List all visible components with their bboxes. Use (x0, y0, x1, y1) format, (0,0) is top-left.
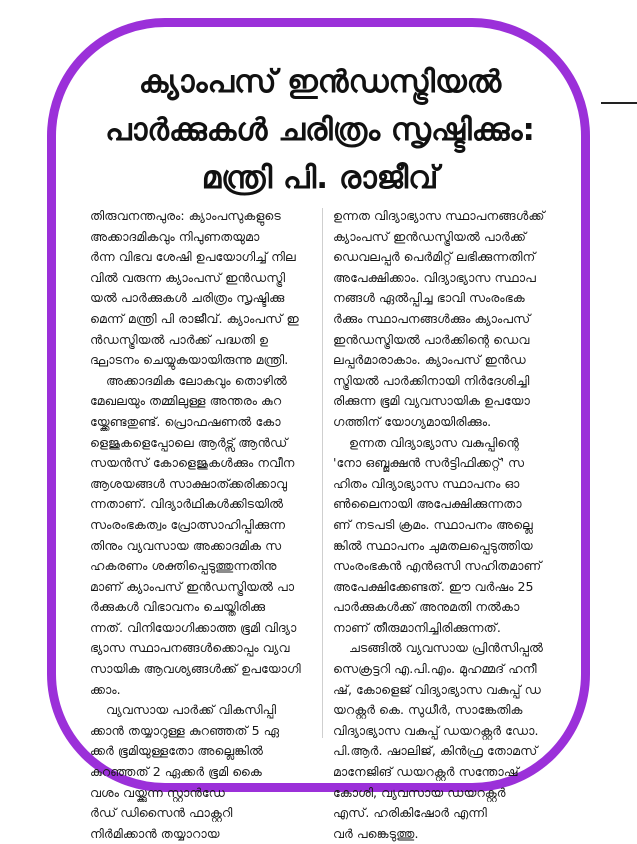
paragraph-line: ഡെവലപ്പർ പെർമിറ്റ് ലഭിക്കുന്നതിന് (333, 249, 536, 265)
paragraph-line: കുറഞ്ഞത് 2 ഏക്കർ ഭൂമി കൈ (90, 764, 262, 780)
paragraph-line: മെന്ന് മന്ത്രി പി രാജീവ്. ക്യാംപസ് ഇ (90, 310, 299, 326)
paragraph-line: ഹിതം വിദ്യാഭ്യാസ സ്ഥാപനം ഓ (333, 475, 520, 491)
headline-line-3: മന്ത്രി പി. രാജീവ് (201, 160, 439, 196)
paragraph-line: നിർമിക്കാൻ തയ്യാറായ (90, 825, 220, 841)
paragraph-line: ർക്കും സ്ഥാപനങ്ങൾക്കും ക്യാംപസ് (333, 310, 531, 326)
paragraph-line: വ്യവസായ പാർക്ക് വികസിപ്പി (106, 702, 277, 718)
article-headline (80, 58, 560, 202)
paragraph-line: ഗത്തിന് യോഗ്യമായിരിക്കും. (333, 413, 492, 429)
paragraph-line: കോശി, വ്യവസായ ഡയറക്റ്റർ (333, 784, 506, 800)
paragraph-line: ങ്കിൽ സ്ഥാപനം ചുമതലപ്പെടുത്തിയ (333, 537, 533, 553)
article-column-right (333, 206, 558, 844)
paragraph-line: ൻഡസ്ട്രിയൽ പാർക്ക് പദ്ധതി ഉ (90, 331, 269, 347)
paragraph-line: യ്ക്കേണ്ടതുണ്ട്. പ്രൊഫഷണൽ കോ (90, 413, 281, 429)
paragraph-line: ലപ്പർമാരാകാം. ക്യാംപസ് ഇൻഡ (333, 352, 526, 368)
paragraph-line: യറക്റ്റർ കെ. സുധീർ, സാങ്കേതിക (333, 702, 523, 718)
headline-line-1: ക്യാംപസ് ഇൻഡസ്ട്രിയൽ (138, 64, 502, 100)
paragraph-line: മേഖലയും തമ്മിലുള്ള അന്തരം കുറ (90, 393, 282, 409)
paragraph-line: ൺലൈനായി അപേക്ഷിക്കുന്നതാ (333, 496, 522, 512)
paragraph-line: പാർക്കുകൾക്ക് അനുമതി നൽകാ (333, 599, 520, 615)
paragraph-line: ദ്ഘാടനം ചെയ്യുകയായിരുന്നു മന്ത്രി. (90, 352, 289, 368)
paragraph-line: യൽ പാർക്കുകൾ ചരിത്രം സൃഷ്ടിക്കു (90, 290, 285, 306)
paragraph-line: തിനും വ്യവസായ അക്കാദമിക സ (90, 537, 282, 553)
paragraph-line: സായിക ആവശ്യങ്ങൾക്ക് ഉപയോഗി (90, 661, 301, 677)
paragraph-line: ആശയങ്ങൾ സാക്ഷാത്ക്കരിക്കാവു (90, 475, 288, 491)
paragraph-line: മാണ് ക്യാംപസ് ഇൻഡസ്ട്രിയൽ പാ (90, 578, 295, 594)
paragraph-line: ചടങ്ങിൽ വ്യവസായ പ്രിൻസിപ്പൽ (349, 640, 544, 656)
paragraph-line: പി.ആർ. ഷാലിജ്, കിൻഫ്ര തോമസ് (333, 743, 538, 759)
paragraph-line: ഇൻഡസ്ട്രിയൽ പാർക്കിന്റെ ഡെവ (333, 331, 530, 347)
paragraph-line: സ്ട്രിയൽ പാർക്കിനായി നിർദേശിച്ചി (333, 372, 530, 388)
paragraph-line: ക്യാംപസ് ഇൻഡസ്ട്രിയൽ പാർക്ക് (333, 228, 526, 244)
paragraph-line: നാണ് തീരുമാനിച്ചിരിക്കുന്നത്. (333, 619, 501, 635)
paragraph-line: ഉന്നത വിദ്യാഭ്യാസ സ്ഥാപനങ്ങൾക്ക് (333, 208, 545, 223)
adjacent-column-rule (601, 102, 637, 104)
paragraph-line: വശം വയ്ക്കുന്ന സ്റ്റാൻഡേ (90, 784, 225, 800)
paragraph-line: ഭ്യാസ സ്ഥാപനങ്ങൾക്കൊപ്പം വ്യവ (90, 640, 290, 656)
paragraph-line: സംരംഭകൻ എൻഒസി സഹിതമാണ് (333, 558, 542, 574)
headline-line-2: പാർക്കുകൾ ചരിത്രം സൃഷ്ടിക്കും: (105, 112, 535, 148)
paragraph-line: വിൽ വരുന്ന ക്യാംപസ് ഇൻഡസ്ട്രി (90, 269, 286, 285)
paragraph-line: ഷ്, കോളെജ് വിദ്യാഭ്യാസ വകുപ്പ് ഡ (333, 681, 541, 697)
paragraph-line: ഉന്നത വിദ്യാഭ്യാസ വകുപ്പിന്റെ (349, 434, 519, 450)
paragraph-line: മാനേജിങ് ഡയറക്റ്റർ സന്തോഷ് (333, 764, 519, 780)
paragraph-line: നങ്ങൾ ഏൽപ്പിച്ച ഭാവി സംരംഭക (333, 290, 525, 306)
paragraph-line: ക്കർ ഭൂമിയുള്ളതോ അല്ലെങ്കിൽ (90, 743, 263, 759)
paragraph-line: ക്കാം. (90, 681, 121, 697)
paragraph-line: അക്കാദമിക ലോകവും തൊഴിൽ (106, 372, 287, 388)
paragraph-line: ക്കാൻ തയ്യാറുള്ള കുറഞ്ഞത് 5 ഏ (90, 722, 280, 738)
paragraph-line: ന്നതാണ്. വിദ്യാർഥികൾക്കിടയിൽ (90, 496, 284, 512)
paragraph-line: അപേക്ഷിക്കാം. വിദ്യാഭ്യാസ സ്ഥാപ (333, 269, 536, 285)
paragraph-line: സെക്രട്ടറി എ.പി.എം. മുഹമ്മദ് ഹനീ (333, 661, 537, 677)
paragraph-line: സംരംഭകത്വം പ്രോത്സാഹിപ്പിക്കുന്ന (90, 516, 286, 532)
paragraph-line: 'നോ ഒബ്ജക്ഷൻ സർട്ടിഫിക്കറ്റ്' സ (333, 455, 525, 471)
paragraph-line: ന്നത്. വിനിയോഗിക്കാത്ത ഭൂമി വിദ്യാ (90, 619, 297, 635)
paragraph-line: ർന്ന വിഭവ ശേഷി ഉപയോഗിച്ച് നില (90, 249, 296, 265)
paragraph-line: ഹകരണം ശക്തിപ്പെടുത്തുന്നതിനു (90, 558, 277, 574)
paragraph-line: സയൻസ് കോളെജുകൾക്കും നവീന (90, 455, 295, 471)
paragraph-line: വിദ്യാഭ്യാസ വകുപ്പ് ഡയറക്റ്റർ ഡോ. (333, 722, 539, 738)
paragraph-line: ളെജുകളെപ്പോലെ ആർട്സ് ആൻഡ് (90, 434, 288, 450)
paragraph-line: ർഡ് ഡിസൈൻ ഫാക്റ്ററി (90, 805, 233, 821)
paragraph-line: ണ് നടപടി ക്രമം. സ്ഥാപനം അല്ലെ (333, 516, 533, 532)
paragraph-line: എസ്. ഹരികിഷോർ എന്നി (333, 805, 487, 821)
paragraph-line: അക്കാദമികവും നിപുണതയുമാ (90, 228, 260, 244)
paragraph-line: രിക്കുന്ന ഭൂമി വ്യവസായിക ഉപയോ (333, 393, 530, 409)
paragraph-line: അപേക്ഷിക്കേണ്ടത്. ഈ വർഷം 25 (333, 578, 534, 594)
column-divider (322, 208, 323, 738)
paragraph-line: തിരുവനന്തപുരം: ക്യാംപസുകളുടെ (90, 208, 281, 223)
article-column-left (90, 206, 315, 844)
paragraph-line: ർക്കുകൾ വിഭാവനം ചെയ്തിരിക്കു (90, 599, 266, 615)
paragraph-line: വർ പങ്കെടുത്തു. (333, 825, 419, 841)
